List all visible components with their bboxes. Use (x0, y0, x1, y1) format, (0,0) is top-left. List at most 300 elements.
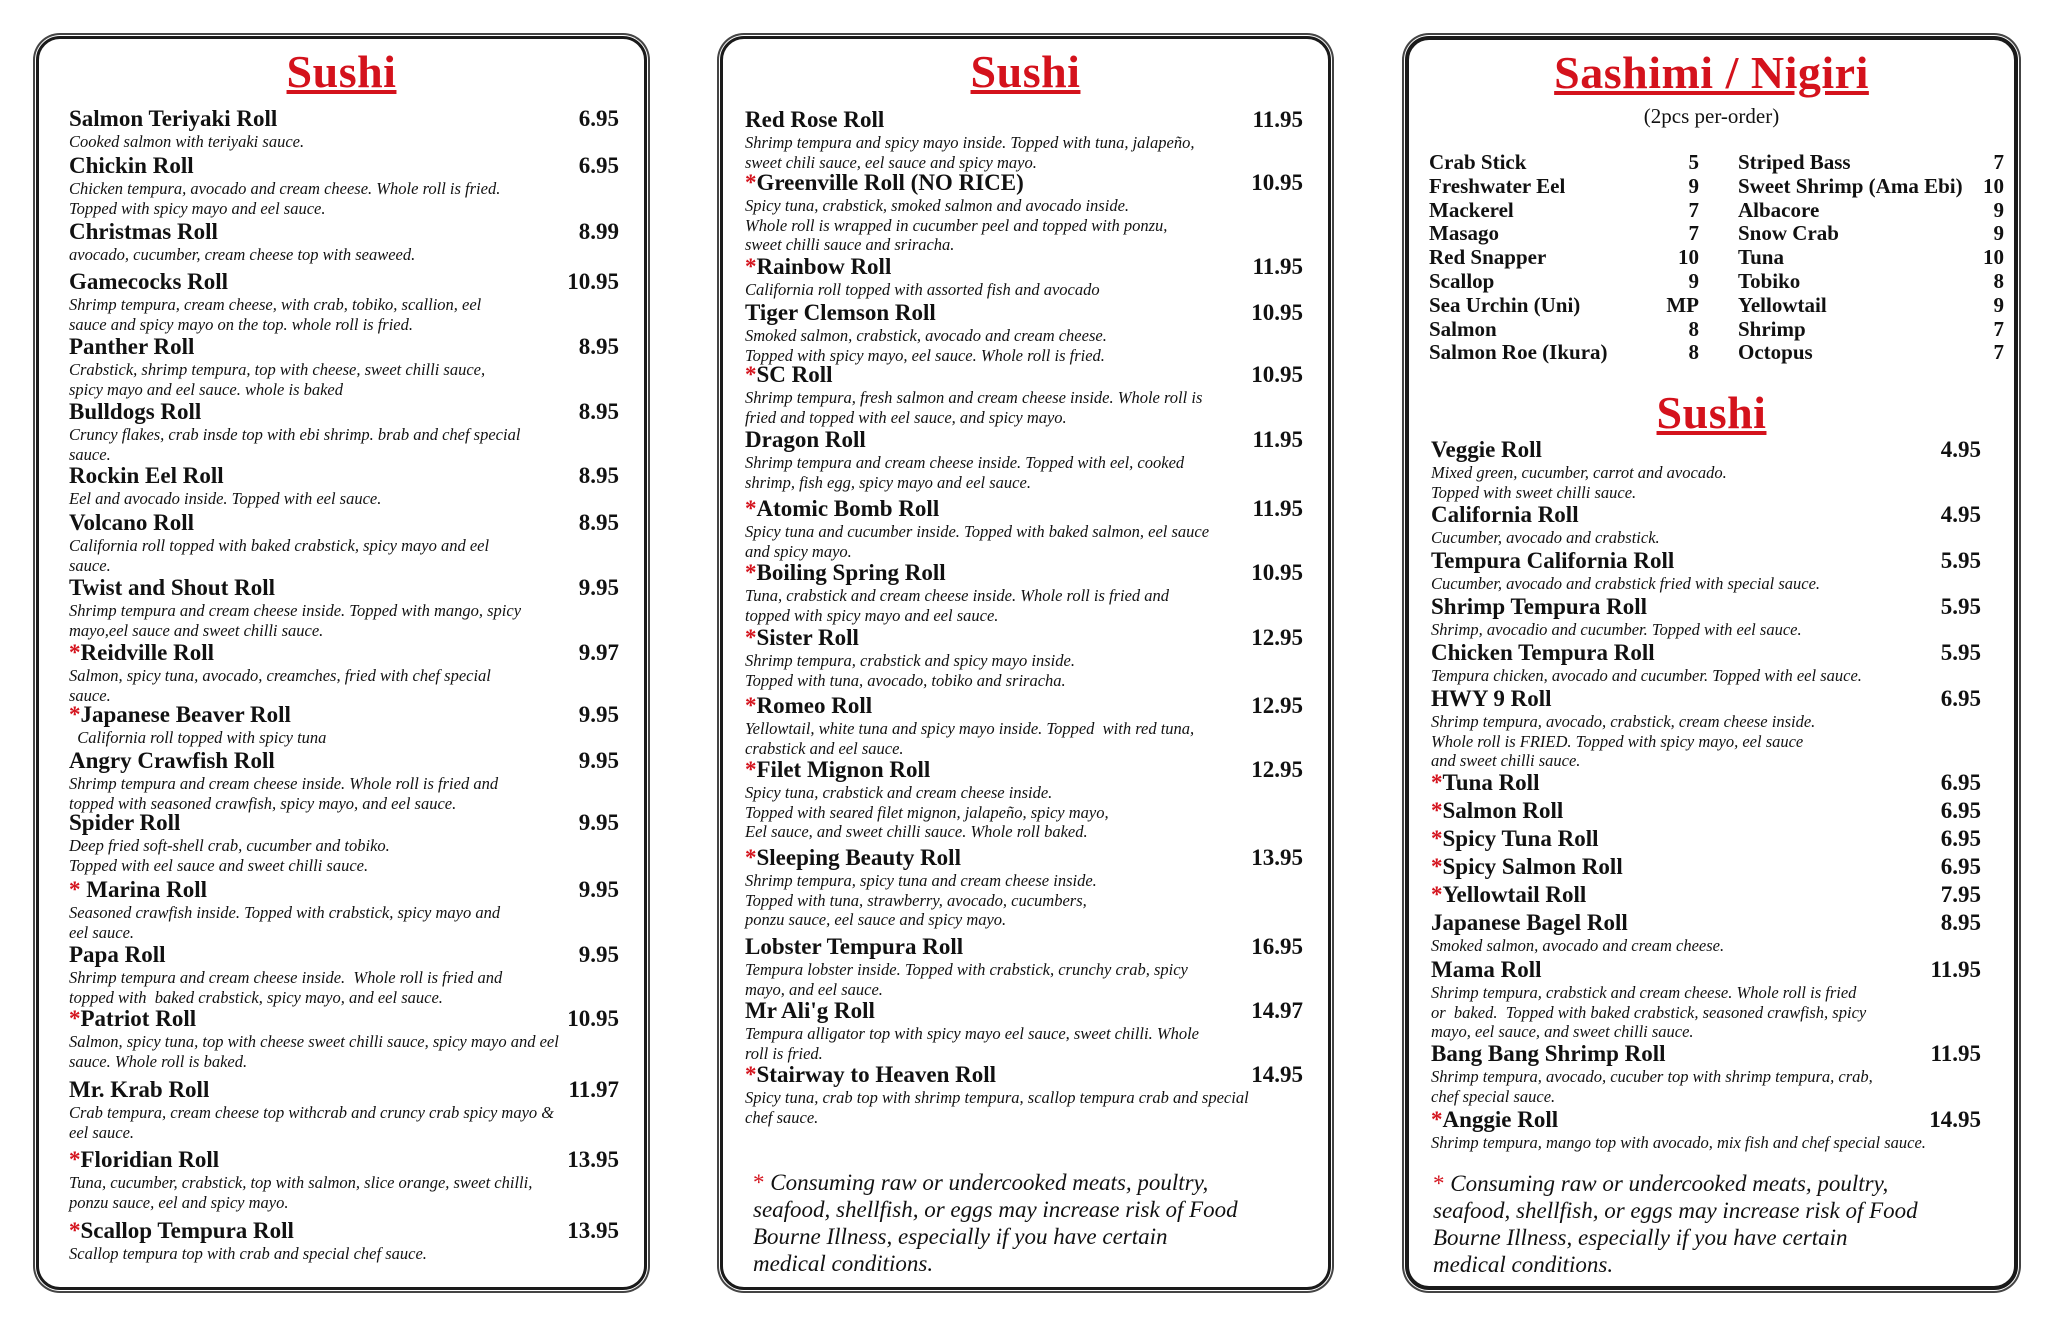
menu-item-header (69, 702, 619, 728)
menu-item-price: 6.95 (1940, 798, 1981, 823)
menu-item-name (1431, 910, 1628, 936)
menu-item-description: Cruncy flakes, crab insde top with ebi shrimp. brab and chef special (69, 425, 521, 444)
sashimi-item-name: Masago (1429, 221, 1499, 246)
sashimi-item-name: Shrimp (1738, 316, 1806, 341)
menu-item (745, 845, 1303, 930)
menu-item-price: 16.95 (1251, 934, 1303, 959)
menu-item-description: or baked. Topped with baked crabstick, seasoned crawfish, spicy (1431, 1002, 1867, 1022)
menu-item-description: Salmon, spicy tuna, top with cheese sweet chilli sauce, spicy mayo and eel (69, 1032, 559, 1051)
menu-item-description: Shrimp tempura, spicy tuna and cream cheese inside. (745, 871, 1097, 890)
menu-item-header (1431, 502, 1981, 528)
sashimi-item (1429, 174, 1699, 198)
menu-item-name-text: Anggie Roll (1442, 1107, 1559, 1132)
menu-item-description: sauce. (69, 685, 111, 705)
menu-item (1431, 910, 1981, 956)
sashimi-item (1429, 340, 1699, 364)
menu-item-name (745, 362, 833, 388)
menu-item-price: 10.95 (567, 269, 619, 294)
menu-item-description: sweet chili sauce, eel sauce and spicy mayo. (745, 152, 1037, 172)
sashimi-item (1738, 245, 2004, 269)
sashimi-item-price: 8 (1688, 340, 1699, 365)
menu-item-header (69, 399, 619, 425)
notice-line: seafood, shellfish, or eggs may increase risk of Food (1433, 1198, 1918, 1223)
menu-item (745, 693, 1303, 758)
menu-item-description: Smoked salmon, crabstick, avocado and cream cheese. (745, 326, 1107, 345)
menu-item-name (69, 1077, 209, 1103)
menu-item (745, 934, 1303, 999)
menu-item-name-text: Stairway to Heaven Roll (756, 1062, 997, 1087)
menu-item (745, 427, 1303, 492)
menu-item-price: 12.95 (1251, 693, 1303, 718)
menu-item-name-text: SC Roll (756, 362, 833, 387)
menu-item (1431, 770, 1981, 796)
sashimi-item-price: 5 (1688, 150, 1699, 174)
raw-warning-asterisk: * (69, 877, 81, 902)
sashimi-item-name: Yellowtail (1738, 292, 1827, 317)
menu-item-name-text: Lobster Tempura Roll (745, 934, 964, 959)
menu-item-price: 8.99 (578, 219, 619, 244)
sashimi-item-price: 7 (1993, 150, 2004, 174)
menu-item-name-text: Spicy Salmon Roll (1442, 854, 1623, 879)
menu-item-name (69, 463, 224, 489)
menu-item-name-text: Christmas Roll (69, 219, 218, 244)
menu-item-description: Shrimp tempura, crabstick and cream cheese. Whole roll is fried (1431, 983, 1857, 1002)
menu-item-name (69, 334, 194, 360)
sashimi-item (1429, 150, 1699, 174)
menu-item-name-text: Tuna Roll (1442, 770, 1540, 795)
menu-item (69, 219, 619, 265)
raw-warning-asterisk: * (69, 640, 81, 665)
menu-item-description: mayo, and eel sauce. (745, 979, 883, 999)
menu-item-price: 6.95 (1940, 686, 1981, 711)
menu-item-header (69, 106, 619, 132)
menu-item-name-text: Greenville Roll (NO RICE) (756, 170, 1024, 195)
menu-item-price: 11.95 (1252, 254, 1303, 279)
menu-item-description: chef sauce. (745, 1107, 819, 1127)
menu-item-description: Tempura chicken, avocado and cucumber. Topped with eel sauce. (1431, 666, 1862, 685)
menu-item-price: 11.95 (1930, 957, 1981, 982)
raw-warning-asterisk: * (1431, 798, 1443, 823)
menu-item-price: 11.97 (568, 1077, 619, 1102)
menu-item-description: eel sauce. (69, 1122, 135, 1142)
menu-item-description: Shrimp tempura and cream cheese inside. Whole roll is fried and (69, 968, 503, 987)
sashimi-item (1429, 293, 1699, 317)
raw-warning-asterisk: * (745, 1062, 757, 1087)
menu-item-name-text: Spider Roll (69, 810, 181, 835)
menu-item (69, 575, 619, 640)
menu-item-header (745, 998, 1303, 1024)
menu-item-header (1431, 594, 1981, 620)
menu-item (69, 1147, 619, 1212)
menu-item-name-text: Filet Mignon Roll (756, 757, 931, 782)
menu-item-header (1431, 957, 1981, 983)
menu-item-description: Salmon, spicy tuna, avocado, creamches, fried with chef special (69, 666, 491, 685)
menu-item-description: and sweet chilli sauce. (1431, 751, 1581, 770)
menu-item-header (69, 219, 619, 245)
menu-item (69, 1006, 619, 1071)
notice-line: Consuming raw or undercooked meats, poultry, (1444, 1171, 1889, 1196)
menu-item-description: Tuna, crabstick and cream cheese inside. Whole roll is fried and (745, 586, 1170, 605)
menu-item-name-text: HWY 9 Roll (1431, 686, 1552, 711)
menu-item-description: Shrimp tempura, crabstick and spicy mayo inside. (745, 651, 1075, 670)
menu-item-price: 9.95 (578, 810, 619, 835)
menu-item (745, 625, 1303, 690)
menu-item-header (1431, 826, 1981, 852)
menu-item-name-text: Boiling Spring Roll (756, 560, 946, 585)
menu-item-description: Cucumber, avocado and crabstick fried with special sauce. (1431, 574, 1821, 593)
menu-item-header (745, 845, 1303, 871)
menu-item-description: Shrimp tempura and cream cheese inside. Topped with mango, spicy (69, 601, 522, 620)
menu-item-price: 10.95 (567, 1006, 619, 1031)
menu-item (1431, 854, 1981, 880)
menu-item-description: shrimp, fish egg, spicy mayo and eel sauce. (745, 472, 1031, 492)
menu-item-description: Shrimp tempura and cream cheese inside. Topped with eel, cooked (745, 453, 1185, 472)
raw-warning-asterisk: * (69, 1218, 81, 1243)
menu-item-description: Mixed green, cucumber, carrot and avocado. (1431, 463, 1727, 482)
menu-item (745, 170, 1303, 255)
menu-item-price: 5.95 (1940, 548, 1981, 573)
menu-item-name-text: Mr Ali'g Roll (745, 998, 875, 1023)
menu-item-name-text: Chickin Roll (69, 153, 194, 178)
menu-item-price: 8.95 (578, 510, 619, 535)
menu-item-price: 14.97 (1251, 998, 1303, 1023)
menu-item-header (745, 107, 1303, 133)
sashimi-nigiri-heading: Sashimi / Nigiri (1554, 47, 1869, 98)
menu-item-header (69, 153, 619, 179)
raw-warning-asterisk: * (745, 254, 757, 279)
menu-item-price: 13.95 (567, 1218, 619, 1243)
menu-item-name-text: Volcano Roll (69, 510, 195, 535)
menu-item-description: roll is fried. (745, 1043, 823, 1063)
sashimi-item-price: 9 (1688, 269, 1699, 293)
menu-item-name (69, 219, 218, 245)
menu-item (1431, 502, 1981, 548)
menu-item (69, 810, 619, 875)
menu-item-name (745, 170, 1024, 196)
raw-warning-asterisk: * (1431, 882, 1443, 907)
menu-item (1431, 686, 1981, 771)
menu-item-description: California roll topped with baked crabstick, spicy mayo and eel (69, 536, 490, 555)
menu-item-price: 8.95 (578, 463, 619, 488)
menu-item-name (1431, 1041, 1666, 1067)
menu-item-description: Cucumber, avocado and crabstick. (1431, 528, 1660, 547)
menu-item-price: 4.95 (1940, 502, 1981, 527)
menu-item-name (745, 998, 875, 1024)
menu-item (745, 1062, 1303, 1127)
menu-item (1431, 798, 1981, 824)
sashimi-item-name: Sea Urchin (Uni) (1429, 292, 1581, 317)
menu-item-price: 6.95 (578, 106, 619, 131)
menu-item-description: sauce and spicy mayo on the top. whole roll is fried. (69, 314, 414, 334)
menu-item-description: Crabstick, shrimp tempura, top with cheese, sweet chilli sauce, (69, 360, 486, 379)
menu-item-description: Whole roll is wrapped in cucumber peel and topped with ponzu, (745, 215, 1168, 235)
sashimi-item-price: 10 (1983, 173, 2004, 198)
menu-item (1431, 1107, 1981, 1153)
raw-warning-asterisk: * (745, 170, 757, 195)
menu-item-price: 14.95 (1251, 1062, 1303, 1087)
sashimi-item (1738, 174, 2004, 198)
allergy-notice (1433, 1170, 1918, 1278)
menu-item-description: eel sauce. (69, 922, 135, 942)
sashimi-item (1429, 198, 1699, 222)
menu-item-name (1431, 437, 1542, 463)
menu-item (69, 106, 619, 152)
sashimi-item-name: Salmon Roe (Ikura) (1429, 340, 1608, 365)
menu-item-name-text: Dragon Roll (745, 427, 866, 452)
menu-item-header (1431, 1107, 1981, 1133)
menu-item-header (69, 1147, 619, 1173)
menu-item-description: topped with baked crabstick, spicy mayo, and eel sauce. (69, 987, 443, 1007)
menu-item-description: Topped with tuna, avocado, tobiko and sriracha. (745, 670, 1066, 690)
menu-item-name-text: Tempura California Roll (1431, 548, 1675, 573)
menu-item-description: mayo, eel sauce, and sweet chilli sauce. (1431, 1022, 1694, 1041)
menu-item-name (1431, 594, 1647, 620)
sashimi-item-name: Scallop (1429, 269, 1495, 293)
sashimi-item-price: 8 (1993, 269, 2004, 293)
menu-item-name-text: Bang Bang Shrimp Roll (1431, 1041, 1666, 1066)
sashimi-item-price: 9 (1993, 292, 2004, 317)
menu-item-description: Seasoned crawfish inside. Topped with crabstick, spicy mayo and (69, 903, 501, 922)
menu-item (1431, 882, 1981, 908)
menu-item-description: ponzu sauce, eel and spicy mayo. (69, 1192, 289, 1212)
menu-item-description: Shrimp tempura, mango top with avocado, mix fish and chef special sauce. (1431, 1133, 1926, 1152)
sashimi-item-name: Sweet Shrimp (Ama Ebi) (1738, 173, 1963, 198)
menu-item-header (745, 427, 1303, 453)
menu-item-name (1431, 686, 1552, 712)
menu-item-description: Spicy tuna and cucumber inside. Topped with baked salmon, eel sauce (745, 522, 1210, 541)
menu-item-description: topped with seasoned crawfish, spicy mayo, and eel sauce. (69, 793, 457, 813)
menu-item-name-text: Sister Roll (756, 625, 859, 650)
menu-item (1431, 1041, 1981, 1106)
menu-item-name-text: Reidville Roll (80, 640, 215, 665)
menu-item-price: 11.95 (1252, 107, 1303, 132)
menu-item-description: Yellowtail, white tuna and spicy mayo inside. Topped with red tuna, (745, 719, 1195, 738)
menu-item-description: Spicy tuna, crabstick and cream cheese inside. (745, 783, 1053, 802)
menu-item-name (69, 640, 214, 666)
menu-item-name (69, 1147, 219, 1173)
sashimi-item (1738, 293, 2004, 317)
menu-item-description: Topped with seared filet mignon, jalapeño, spicy mayo, (745, 802, 1109, 822)
menu-item-description: sauce. (69, 444, 111, 464)
menu-item-name (745, 625, 859, 651)
menu-item-name-text: Rockin Eel Roll (69, 463, 224, 488)
menu-item-price: 13.95 (1251, 845, 1303, 870)
sashimi-item-name: Freshwater Eel (1429, 173, 1566, 198)
sashimi-item-name: Mackerel (1429, 197, 1514, 222)
raw-warning-asterisk: * (1431, 826, 1443, 851)
menu-item-header (69, 463, 619, 489)
menu-item-description: Spicy tuna, crabstick, smoked salmon and avocado inside. (745, 196, 1130, 215)
menu-item-description: Shrimp tempura, cream cheese, with crab, tobiko, scallion, eel (69, 295, 482, 314)
menu-item-header (1431, 437, 1981, 463)
menu-item-name-text: Bulldogs Roll (69, 399, 202, 424)
menu-item-name-text: Salmon Roll (1442, 798, 1564, 823)
sushi-heading: Sushi (1656, 387, 1767, 438)
menu-item-description: Topped with sweet chilli sauce. (1431, 482, 1637, 502)
raw-warning-asterisk: * (745, 496, 757, 521)
menu-item-name (1431, 770, 1539, 796)
menu-item-header (745, 560, 1303, 586)
menu-item-name-text: Atomic Bomb Roll (756, 496, 940, 521)
menu-item-price: 6.95 (578, 153, 619, 178)
menu-item (69, 1077, 619, 1142)
menu-item-price: 9.95 (578, 575, 619, 600)
menu-item-header (69, 640, 619, 666)
menu-item-header (1431, 1041, 1981, 1067)
menu-item-description: crabstick and eel sauce. (745, 738, 904, 758)
menu-item-description: Tempura alligator top with spicy mayo eel sauce, sweet chilli. Whole (745, 1024, 1199, 1043)
menu-item-description: Topped with spicy mayo, eel sauce. Whole roll is fried. (745, 345, 1105, 365)
menu-item-price: 9.97 (578, 640, 619, 665)
menu-item-description: Smoked salmon, avocado and cream cheese. (1431, 936, 1725, 955)
menu-item-name-text: Salmon Teriyaki Roll (69, 106, 278, 131)
menu-item-description: Topped with tuna, strawberry, avocado, cucumbers, (745, 890, 1087, 910)
menu-item (745, 254, 1303, 300)
raw-warning-asterisk: * (1431, 770, 1443, 795)
menu-item (69, 640, 619, 705)
sashimi-item-name: Crab Stick (1429, 150, 1527, 174)
menu-item-description: Spicy tuna, crab top with shrimp tempura, scallop tempura crab and special (745, 1088, 1249, 1107)
menu-item-price: 6.95 (1940, 854, 1981, 879)
menu-item-name (745, 934, 963, 960)
menu-item-header (1431, 770, 1981, 796)
menu-item-price: 9.95 (578, 942, 619, 967)
menu-item-description: ponzu sauce, eel sauce and spicy mayo. (745, 910, 1007, 929)
menu-item (69, 1218, 619, 1264)
menu-item-name-text: Mama Roll (1431, 957, 1542, 982)
menu-item-price: 10.95 (1251, 300, 1303, 325)
menu-item-description: Eel sauce, and sweet chilli sauce. Whole roll baked. (745, 822, 1088, 841)
menu-item-header (69, 334, 619, 360)
menu-item-name (1431, 882, 1586, 908)
menu-item-header (1431, 854, 1981, 880)
menu-item-name-text: Yellowtail Roll (1442, 882, 1587, 907)
menu-item-price: 7.95 (1940, 882, 1981, 907)
menu-item (69, 748, 619, 813)
menu-item-name (745, 254, 891, 280)
notice-line: Bourne Illness, especially if you have certain (753, 1224, 1168, 1249)
menu-item-name (69, 269, 228, 295)
menu-item-name-text: Floridian Roll (80, 1147, 220, 1172)
menu-item-header (745, 496, 1303, 522)
menu-item-name-text: Rainbow Roll (756, 254, 892, 279)
menu-item-name (745, 107, 884, 133)
menu-item-name (1431, 640, 1655, 666)
notice-line (1433, 1170, 1918, 1197)
menu-item (1431, 957, 1981, 1042)
menu-item (69, 877, 619, 942)
menu-item-description: Crab tempura, cream cheese top withcrab and cruncy crab spicy mayo & (69, 1103, 555, 1122)
menu-item-name (745, 845, 961, 871)
sashimi-item-name: Red Snapper (1429, 245, 1547, 270)
menu-item-header (1431, 798, 1981, 824)
menu-item-name (69, 810, 180, 836)
menu-item (1431, 548, 1981, 594)
menu-item (745, 998, 1303, 1063)
menu-item-header (745, 1062, 1303, 1088)
menu-item (69, 510, 619, 575)
menu-item-name (69, 1218, 294, 1244)
menu-item-description: Shrimp, avocadio and cucumber. Topped with eel sauce. (1431, 620, 1802, 639)
menu-item-header (745, 625, 1303, 651)
menu-item-header (69, 877, 619, 903)
menu-item-description: Tempura lobster inside. Topped with crabstick, crunchy crab, spicy (745, 960, 1188, 979)
menu-item-description: topped with spicy mayo and eel sauce. (745, 605, 999, 625)
notice-line: medical conditions. (753, 1251, 934, 1276)
menu-item-header (745, 757, 1303, 783)
sashimi-item (1738, 340, 2004, 364)
menu-item-price: 14.95 (1929, 1107, 1981, 1132)
menu-item-name (1431, 957, 1542, 983)
menu-item-name-text: Angry Crawfish Roll (69, 748, 275, 773)
portion-note: (2pcs per-order) (1643, 104, 1780, 128)
menu-item-header (745, 693, 1303, 719)
menu-item-name-text: Spicy Tuna Roll (1442, 826, 1599, 851)
menu-item-price: 6.95 (1940, 826, 1981, 851)
menu-item-name (69, 399, 201, 425)
menu-item-name (69, 748, 275, 774)
menu-item-name (1431, 826, 1598, 852)
raw-warning-asterisk: * (1431, 854, 1443, 879)
menu-item-name-text: Japanese Beaver Roll (80, 702, 291, 727)
menu-item (69, 269, 619, 334)
sashimi-item (1429, 221, 1699, 245)
menu-item-name-text: Gamecocks Roll (69, 269, 229, 294)
menu-item (69, 153, 619, 218)
menu-item-name-text: Mr. Krab Roll (69, 1077, 210, 1102)
menu-item-price: 8.95 (578, 334, 619, 359)
menu-item-name-text: Scallop Tempura Roll (80, 1218, 294, 1243)
menu-item-header (69, 942, 619, 968)
menu-item-name-text: Papa Roll (69, 942, 166, 967)
raw-warning-asterisk: * (745, 757, 757, 782)
menu-item-name-text: Shrimp Tempura Roll (1431, 594, 1647, 619)
menu-item-description: Topped with eel sauce and sweet chilli sauce. (69, 855, 369, 875)
menu-item (745, 362, 1303, 427)
menu-item-name-text: Patriot Roll (80, 1006, 197, 1031)
notice-line: seafood, shellfish, or eggs may increase risk of Food (753, 1197, 1238, 1222)
sashimi-item-price: MP (1666, 292, 1699, 317)
menu-item-description: Shrimp tempura and cream cheese inside. Whole roll is fried and (69, 774, 499, 793)
menu-item-description: and spicy mayo. (745, 541, 852, 561)
menu-item-name (1431, 1107, 1558, 1133)
menu-item-description: Tuna, cucumber, crabstick, top with salmon, slice orange, sweet chilli, (69, 1173, 533, 1192)
sashimi-item-price: 9 (1993, 197, 2004, 222)
menu-item-header (69, 1218, 619, 1244)
menu-item (745, 757, 1303, 842)
sashimi-item-name: Albacore (1738, 197, 1820, 222)
raw-warning-asterisk: * (69, 1006, 81, 1031)
menu-item-price: 11.95 (1252, 427, 1303, 452)
menu-item (1431, 437, 1981, 502)
menu-item-price: 10.95 (1251, 170, 1303, 195)
menu-item-description: Chicken tempura, avocado and cream cheese. Whole roll is fried. (69, 179, 501, 198)
menu-item-name (745, 300, 936, 326)
menu-item-description: sauce. Whole roll is baked. (69, 1051, 248, 1071)
menu-item (745, 496, 1303, 561)
menu-item (69, 942, 619, 1007)
menu-item-name (745, 496, 939, 522)
sashimi-item (1738, 150, 2004, 174)
menu-item-header (1431, 548, 1981, 574)
raw-warning-asterisk: * (1433, 1171, 1445, 1196)
menu-item-name-text: Panther Roll (69, 334, 195, 359)
menu-item-description: Cooked salmon with teriyaki sauce. (69, 132, 305, 151)
menu-item-name-text: Veggie Roll (1431, 437, 1542, 462)
menu-item-name (745, 427, 866, 453)
menu-item-name (745, 693, 872, 719)
menu-item-description: mayo,eel sauce and sweet chilli sauce. (69, 620, 324, 640)
